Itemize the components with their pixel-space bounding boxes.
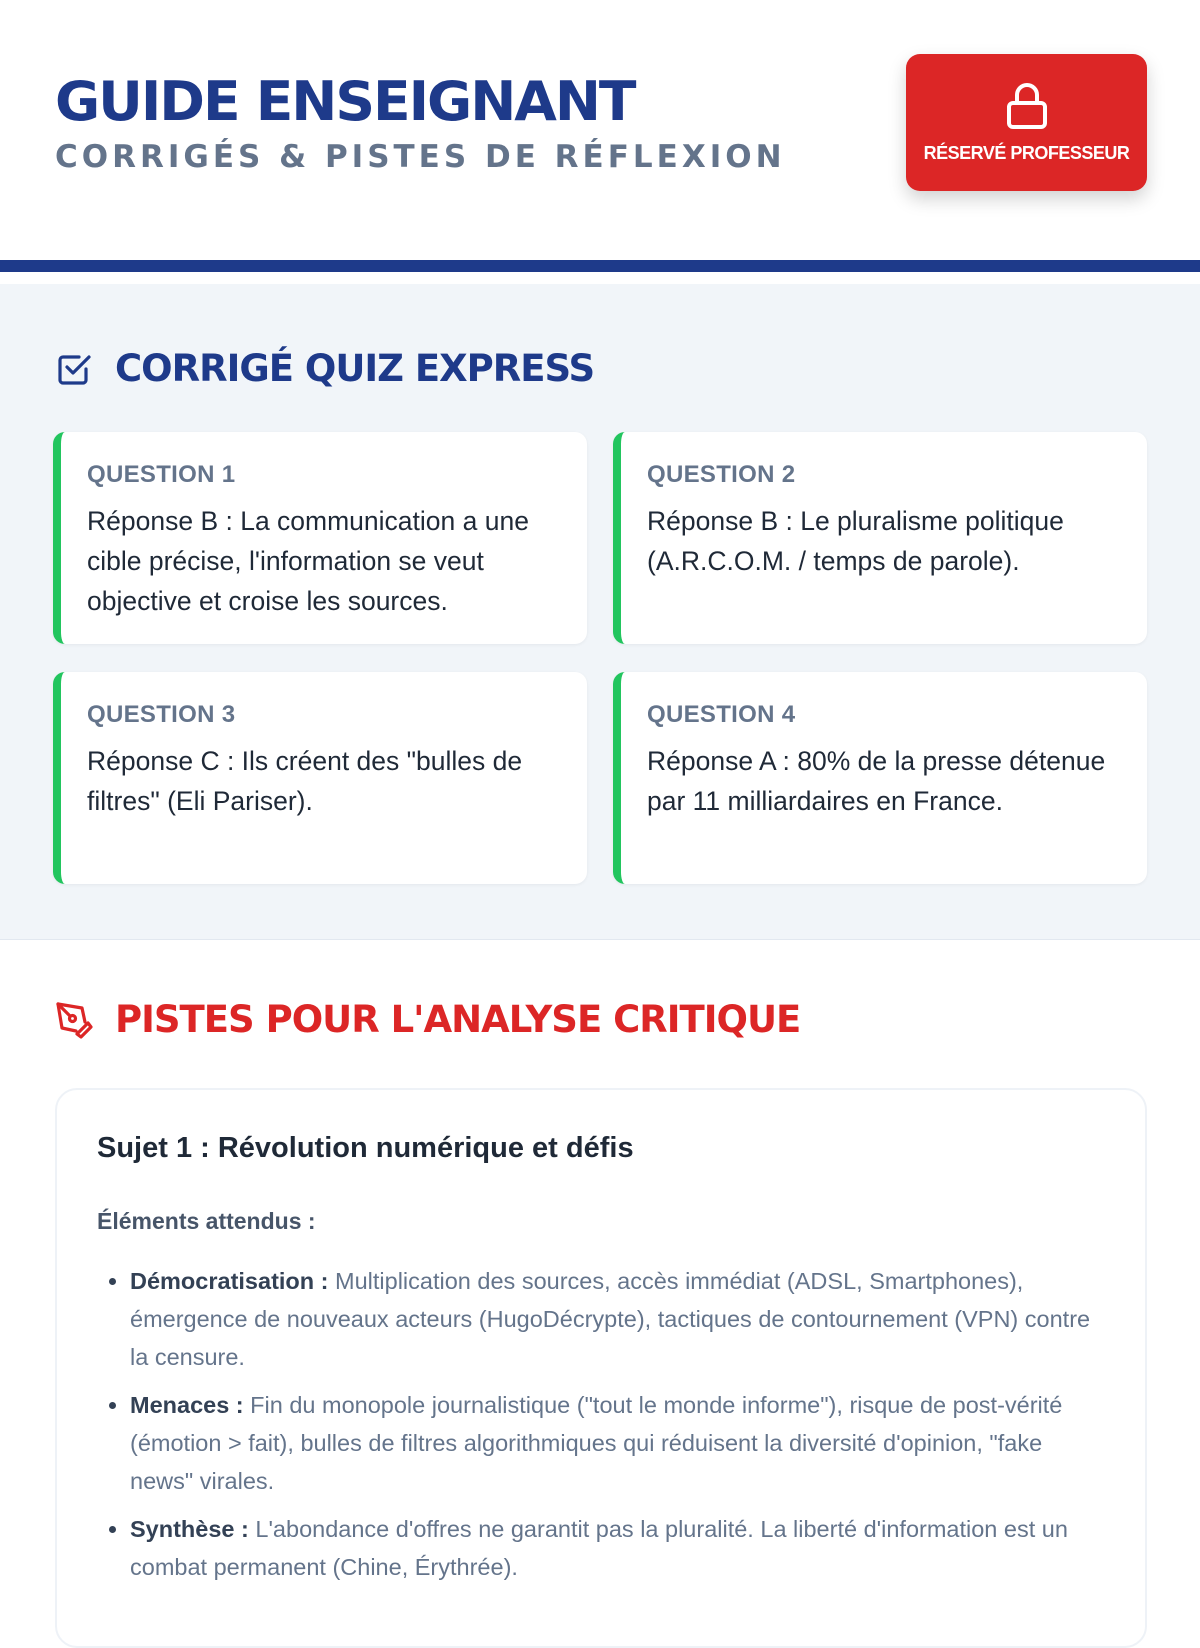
list-item xyxy=(130,1386,1107,1500)
question-answer: Réponse B : Le pluralisme politique (A.R.C.O.M. / temps de parole). xyxy=(647,506,1064,576)
list-item xyxy=(130,1262,1107,1376)
question-answer: Réponse A : 80% de la presse détenue par 11 milliardaires en France. xyxy=(647,746,1106,816)
list-item xyxy=(130,1510,1107,1586)
quiz-answers-section xyxy=(0,284,1200,940)
list-item-term: Menaces : xyxy=(130,1392,244,1418)
page-subtitle: CORRIGÉS & PISTES DE RÉFLEXION xyxy=(55,139,786,175)
list-item-term: Démocratisation : xyxy=(130,1268,329,1294)
checkbox-icon xyxy=(55,350,93,388)
quiz-answer-card xyxy=(613,672,1147,884)
subject-title: Sujet 1 : Révolution numérique et défis xyxy=(97,1132,634,1164)
lock-icon xyxy=(1003,82,1051,130)
quiz-heading xyxy=(55,341,594,397)
question-answer: Réponse C : Ils créent des "bulles de filtres" (Eli Pariser). xyxy=(87,746,523,816)
question-label: QUESTION 2 xyxy=(647,461,796,488)
question-label: QUESTION 1 xyxy=(87,461,236,488)
analysis-heading-text: PISTES POUR L'ANALYSE CRITIQUE xyxy=(115,998,801,1041)
question-label: QUESTION 3 xyxy=(87,701,236,728)
quiz-answer-card xyxy=(53,432,587,644)
expected-elements-list xyxy=(97,1262,1107,1596)
quiz-heading-text: CORRIGÉ QUIZ EXPRESS xyxy=(115,347,595,390)
list-item-text: L'abondance d'offres ne garantit pas la pluralité. La liberté d'information est un combat permanent (Chine, Érythrée). xyxy=(130,1516,1068,1580)
badge-label: RÉSERVÉ PROFESSEUR xyxy=(923,143,1130,163)
list-item-term: Synthèse : xyxy=(130,1516,249,1542)
expected-elements-label: Éléments attendus : xyxy=(97,1208,316,1234)
quiz-answer-card xyxy=(53,672,587,884)
page-title: GUIDE ENSEIGNANT xyxy=(55,70,635,133)
quiz-answer-card xyxy=(613,432,1147,644)
list-item-text: Fin du monopole journalistique ("tout le monde informe"), risque de post-vérité (émotion > fait), bulles de filtres algorithmiques qui réduisent la diversité d'opinion, "fake news" virales. xyxy=(130,1392,1063,1494)
list-item-text: Multiplication des sources, accès immédiat (ADSL, Smartphones), émergence de nouveaux acteurs (HugoDécrypte), tactiques de contournement (VPN) contre la censure. xyxy=(130,1268,1091,1370)
subject-card xyxy=(55,1088,1147,1648)
teacher-only-badge xyxy=(906,54,1147,191)
question-label: QUESTION 4 xyxy=(647,701,796,728)
page-header xyxy=(0,0,1200,272)
pen-tool-icon xyxy=(55,1001,93,1039)
question-answer: Réponse B : La communication a une cible précise, l'information se veut objective et croise les sources. xyxy=(87,506,529,616)
analysis-heading xyxy=(55,992,800,1048)
